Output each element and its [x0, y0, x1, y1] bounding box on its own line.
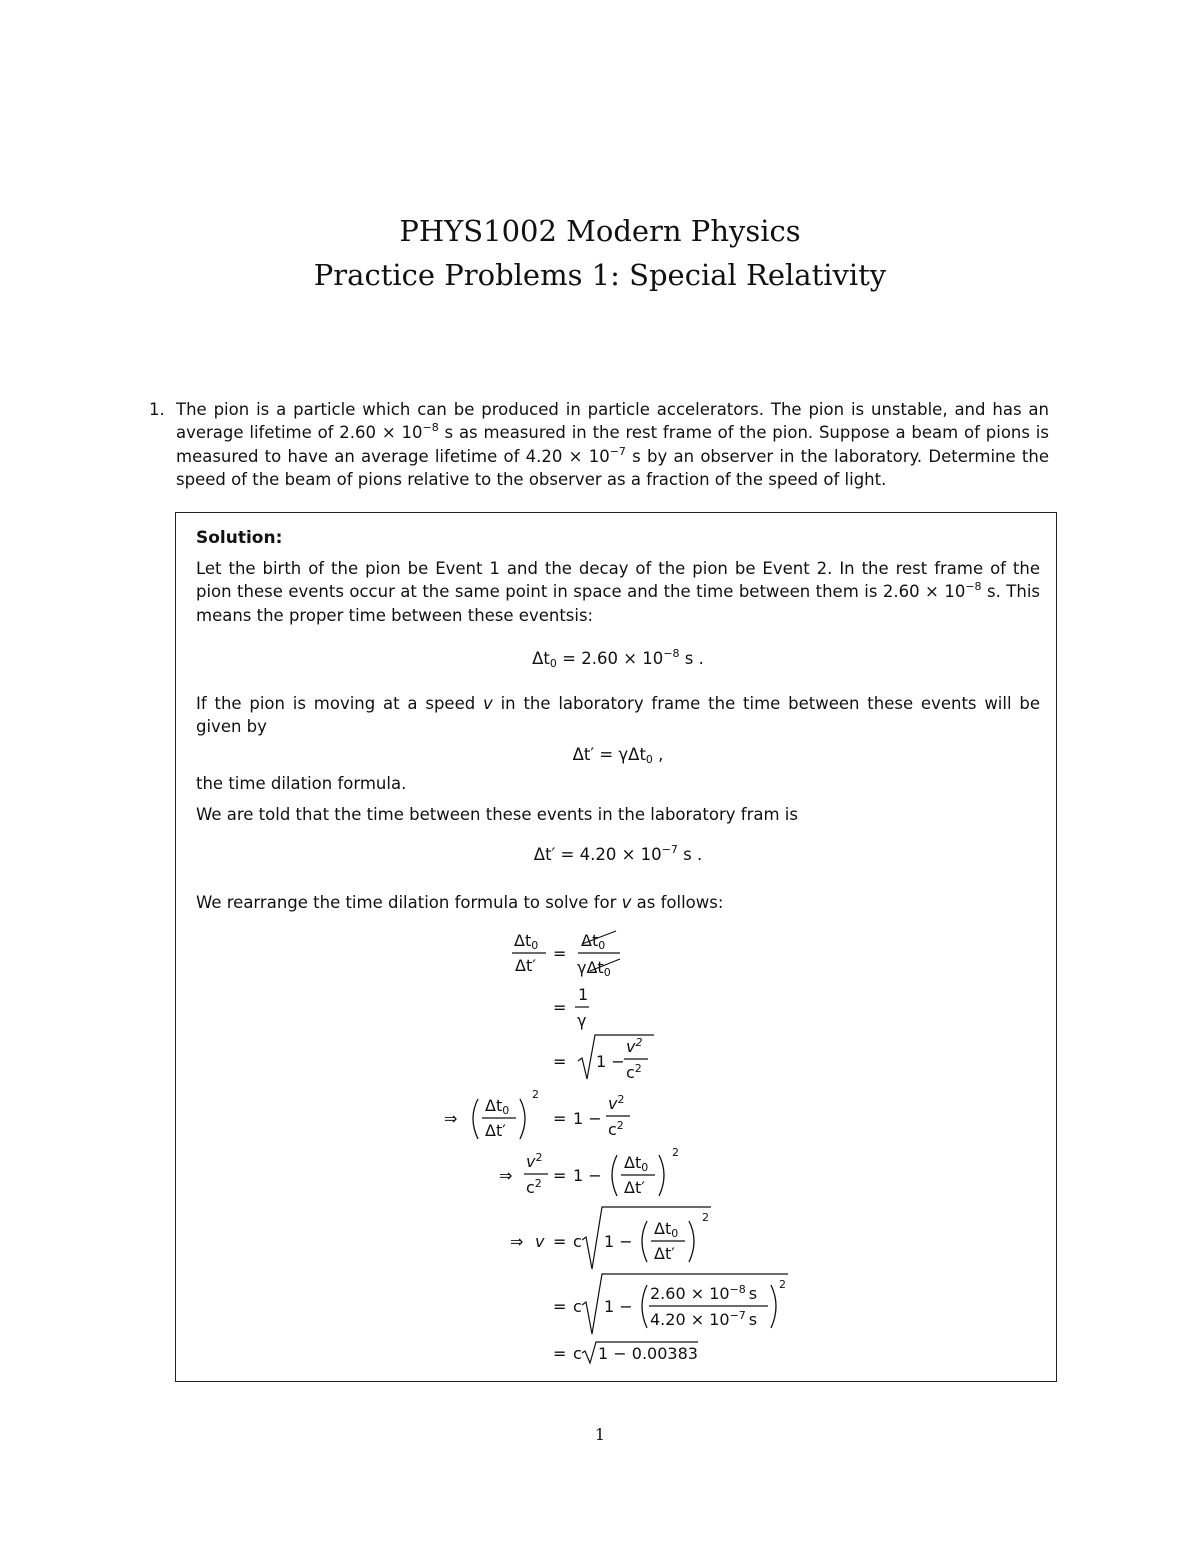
frac-den: $c^2$ — [608, 1119, 624, 1139]
frac-num: Δt0 — [624, 1153, 649, 1174]
exponent: −7 — [661, 843, 678, 856]
eq-text: 1 − — [604, 1232, 633, 1251]
eq-text: s . — [677, 845, 703, 864]
implies-arrow: ⇒ — [510, 1232, 524, 1251]
exponent: 2 — [672, 1146, 679, 1159]
text-part: in the laboratory frame the time between these events will be given by — [196, 694, 1040, 737]
solution-paragraph-4: We are told that the time between these events in the laboratory fram is — [196, 805, 798, 824]
equals-sign: = — [553, 1166, 567, 1185]
exponent: −8 — [663, 647, 680, 660]
exponent: −8 — [965, 580, 982, 594]
document-subtitle: Practice Problems 1: Special Relativity — [313, 258, 887, 292]
problem-statement — [176, 398, 1049, 491]
frac-den: Δt′ — [624, 1178, 645, 1197]
equals-sign: = — [553, 1232, 567, 1251]
text-part: We rearrange the time dilation formula to solve for — [196, 893, 622, 912]
exponent: −7 — [609, 444, 626, 458]
problem-text-part: s as measured in the rest frame of the pion. Suppose a beam of pions is measured to have an average lifetime of 4.20 × 10 — [176, 423, 1049, 466]
frac-num: $2.60 \times 10^{-8}$ s — [650, 1283, 758, 1303]
implies-arrow: ⇒ — [444, 1109, 458, 1128]
derivation-line-3 — [553, 1035, 654, 1082]
problem-number: 1. — [149, 400, 165, 419]
equals-sign: = — [553, 1297, 567, 1316]
equals-sign: = — [553, 1052, 567, 1071]
frac-den: Δt′ — [515, 956, 536, 975]
exponent: 2 — [779, 1278, 786, 1291]
solution-box — [175, 512, 1057, 1382]
equals-sign: = — [553, 1344, 567, 1363]
variable: c — [573, 1232, 582, 1251]
paren-left — [473, 1099, 478, 1139]
problem-1 — [149, 398, 1049, 491]
text-part: Let the birth of the pion be Event 1 and the decay of the pion be Event 2. In the rest frame of the pion these events occur at the same point in space and the time between them is 2.60 × 10 — [196, 559, 1040, 602]
variable: v — [483, 694, 493, 713]
problem-text-part: The pion is a particle which can be produced in particle accelerators. The pion is unstable, and has an average lifetime of 2.60 × 10 — [176, 400, 1049, 443]
eq-text: Δt — [532, 649, 550, 668]
exponent: 2 — [702, 1211, 709, 1224]
frac-num: $v^2$ — [526, 1151, 543, 1171]
paren-right — [689, 1221, 694, 1262]
text-part: s. This means the proper time between these eventsis: — [196, 582, 1040, 625]
implies-arrow: ⇒ — [499, 1166, 513, 1185]
paren-left — [612, 1155, 617, 1196]
equals-sign: = — [553, 1109, 567, 1128]
eq-text: 1 − 0.00383 — [598, 1344, 698, 1363]
solution-heading: Solution: — [196, 528, 283, 548]
derivation-line-1 — [512, 931, 620, 979]
derivation — [176, 513, 1058, 1383]
frac-den: $c^2$ — [526, 1177, 542, 1197]
frac-num: Δt0 — [485, 1096, 510, 1117]
eq-text: s . — [679, 649, 704, 668]
paren-right — [659, 1155, 664, 1196]
paren-right — [520, 1099, 525, 1139]
subscript: 0 — [549, 657, 557, 670]
frac-num: Δt0 — [581, 931, 606, 952]
course-title: PHYS1002 Modern Physics — [399, 214, 801, 248]
variable: v — [535, 1232, 545, 1251]
equals-sign: = — [553, 944, 567, 963]
frac-den: γΔt0 — [577, 958, 611, 979]
eq-text: Δt′ = γΔt — [572, 745, 646, 764]
derivation-line-8 — [553, 1342, 698, 1363]
equals-sign: = — [553, 998, 567, 1017]
page-number: 1 — [594, 1425, 606, 1444]
frac-den: γ — [577, 1011, 587, 1030]
problem-text-part: s by an observer in the laboratory. Determine the speed of the beam of pions relative to the observer as a fraction of the speed of light. — [176, 446, 1049, 489]
derivation-line-4 — [444, 1088, 630, 1140]
eq-text: 1 − — [604, 1297, 633, 1316]
frac-den: $4.20 \times 10^{-7}$ s — [650, 1309, 758, 1329]
eq-text: , — [652, 745, 664, 764]
eq-text: = 2.60 × 10 — [556, 649, 664, 668]
eq-text: 1 − — [573, 1109, 602, 1128]
paren-right — [771, 1285, 776, 1328]
variable: c — [573, 1297, 582, 1316]
variable: v — [621, 893, 632, 912]
exponent: 2 — [532, 1088, 539, 1101]
frac-den: Δt′ — [485, 1121, 506, 1140]
frac-num: Δt0 — [654, 1219, 679, 1240]
paren-left — [642, 1285, 647, 1328]
frac-num: $v^2$ — [608, 1093, 625, 1113]
eq-text: Δt′ = 4.20 × 10 — [533, 845, 662, 864]
variable: c — [573, 1344, 582, 1363]
derivation-line-7 — [553, 1274, 788, 1334]
text-part: If the pion is moving at a speed — [196, 694, 484, 713]
subscript: 0 — [645, 753, 653, 766]
derivation-line-6 — [510, 1207, 711, 1269]
frac-den: Δt′ — [654, 1244, 675, 1263]
frac-num: 1 — [578, 985, 589, 1004]
paren-left — [642, 1221, 647, 1262]
eq-text: 1 − — [573, 1166, 602, 1185]
eq-text: 1 − — [596, 1052, 625, 1071]
exponent: −8 — [422, 421, 439, 435]
derivation-line-5 — [499, 1146, 679, 1197]
text-part: as follows: — [631, 893, 724, 912]
frac-den: $c^2$ — [626, 1062, 642, 1082]
derivation-line-2 — [553, 985, 589, 1030]
frac-num: $v^2$ — [626, 1036, 643, 1056]
frac-num: Δt0 — [514, 931, 539, 952]
solution-paragraph-3: the time dilation formula. — [196, 774, 407, 793]
